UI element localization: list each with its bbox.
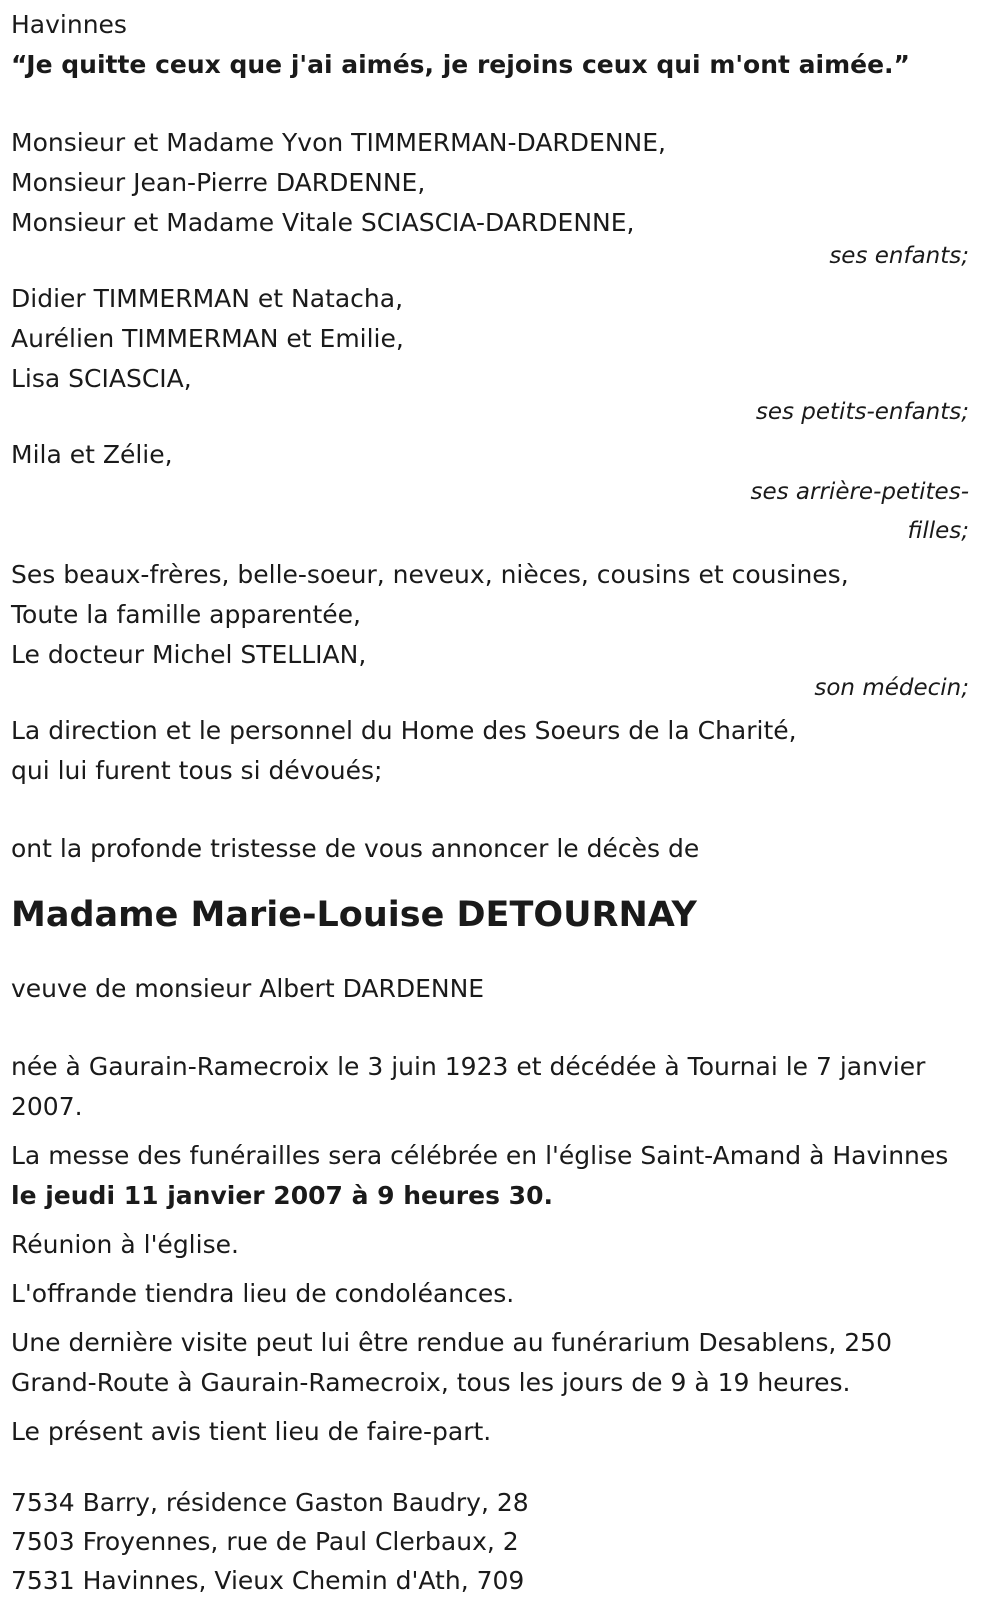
addresses xyxy=(11,1483,969,1600)
great-grandchildren-group xyxy=(11,435,969,551)
family-line: Monsieur Jean-Pierre DARDENNE, xyxy=(11,168,426,197)
children-group xyxy=(11,123,969,275)
family-line: Monsieur et Madame Vitale SCIASCIA-DARDENNE, xyxy=(11,208,635,237)
family-line: Mila et Zélie, xyxy=(11,440,173,469)
visit-info: Une dernière visite peut lui être rendue au funérarium Desablens, 250 Grand-Route à Gaurain-Ramecroix, tous les jours de 9 à 19 heures. xyxy=(11,1328,892,1397)
role-label-line: filles; xyxy=(907,518,969,544)
family-line: La direction et le personnel du Home des Soeurs de la Charité, xyxy=(11,716,797,745)
mass-date: le jeudi 11 janvier 2007 à 9 heures 30. xyxy=(11,1181,553,1210)
announcement: ont la profonde tristesse de vous annoncer le décès de xyxy=(11,834,700,863)
mass-text: La messe des funérailles sera célébrée en l'église Saint-Amand à Havinnes xyxy=(11,1141,949,1170)
family-line: Toute la famille apparentée, xyxy=(11,600,361,629)
family-line: Didier TIMMERMAN et Natacha, xyxy=(11,284,404,313)
birth-death: née à Gaurain-Ramecroix le 3 juin 1923 et décédée à Tournai le 7 janvier 2007. xyxy=(11,1052,926,1121)
notice: Le présent avis tient lieu de faire-part. xyxy=(11,1417,492,1446)
grandchildren-group xyxy=(11,279,969,431)
funeral-mass xyxy=(11,1136,969,1216)
offering: L'offrande tiendra lieu de condoléances. xyxy=(11,1279,515,1308)
widow-of: veuve de monsieur Albert DARDENNE xyxy=(11,974,485,1003)
family-line: qui lui furent tous si dévoués; xyxy=(11,756,383,785)
role-label: son médecin; xyxy=(814,675,969,701)
address-line: 7534 Barry, résidence Gaston Baudry, 28 xyxy=(11,1488,529,1517)
relatives-group xyxy=(11,555,969,707)
location: Havinnes xyxy=(11,10,127,39)
home-staff-group xyxy=(11,711,969,791)
obituary-notice xyxy=(11,5,969,1600)
meeting: Réunion à l'église. xyxy=(11,1230,239,1259)
role-label xyxy=(11,473,969,551)
address-line: 7503 Froyennes, rue de Paul Clerbaux, 2 xyxy=(11,1527,519,1556)
family-line: Lisa SCIASCIA, xyxy=(11,364,192,393)
family-line: Le docteur Michel STELLIAN, xyxy=(11,640,367,669)
role-label: ses enfants; xyxy=(829,243,969,269)
quote: “Je quitte ceux que j'ai aimés, je rejoins ceux qui m'ont aimée.” xyxy=(11,50,910,79)
role-label: ses petits-enfants; xyxy=(755,399,969,425)
family-line: Ses beaux-frères, belle-soeur, neveux, nièces, cousins et cousines, xyxy=(11,560,849,589)
family-line: Aurélien TIMMERMAN et Emilie, xyxy=(11,324,404,353)
deceased-name: Madame Marie-Louise DETOURNAY xyxy=(11,895,697,935)
address-line: 7531 Havinnes, Vieux Chemin d'Ath, 709 xyxy=(11,1566,525,1595)
role-label-line: ses arrière-petites- xyxy=(750,479,969,505)
family-line: Monsieur et Madame Yvon TIMMERMAN-DARDENNE, xyxy=(11,128,666,157)
